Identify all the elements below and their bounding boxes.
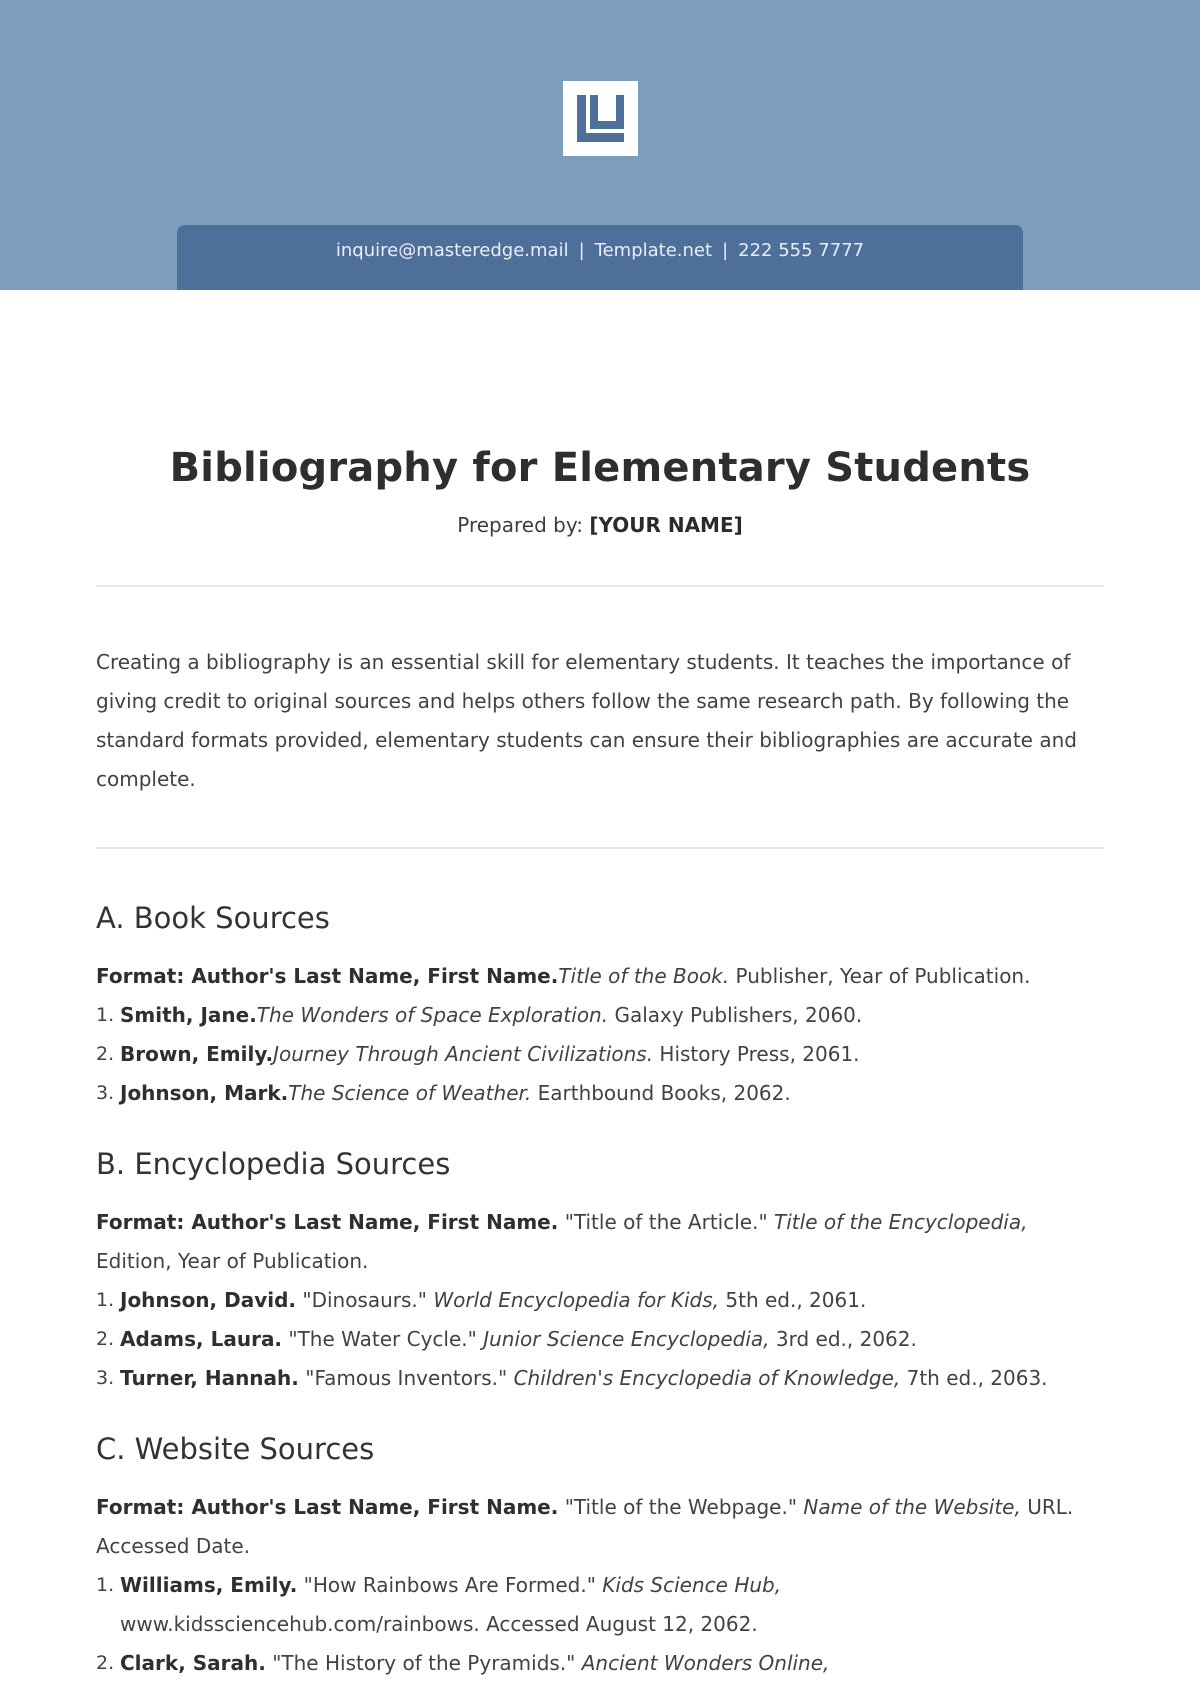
citation-details: 7th ed., 2063. — [900, 1366, 1048, 1390]
citation — [120, 1359, 1104, 1398]
list-number: 1. — [96, 1004, 115, 1026]
format-label: Format: Author's Last Name, First Name. — [96, 1495, 559, 1519]
format-text: "Title of the Webpage." — [558, 1495, 804, 1519]
citation-details: 3rd ed., 2062. — [769, 1327, 917, 1351]
citation — [120, 1644, 1104, 1683]
list-item — [96, 1566, 1104, 1644]
list-item — [96, 1644, 1104, 1683]
list-number: 2. — [96, 1043, 115, 1065]
list-number: 3. — [96, 1367, 115, 1389]
list-number: 2. — [96, 1328, 115, 1350]
citation-title: Children's Encyclopedia of Knowledge, — [513, 1366, 901, 1390]
section-title: B. Encyclopedia Sources — [96, 1147, 451, 1181]
list-number: 2. — [96, 1652, 115, 1674]
contact-website[interactable]: Template.net — [594, 240, 713, 261]
section-title: C. Website Sources — [96, 1432, 375, 1466]
citation-author: Clark, Sarah. — [120, 1651, 266, 1675]
citation-quote: "How Rainbows Are Formed." — [297, 1573, 603, 1597]
list-number: 1. — [96, 1574, 115, 1596]
citation-title: The Science of Weather. — [288, 1081, 532, 1105]
sections-container — [96, 901, 1104, 1683]
citation-title: Ancient Wonders Online, — [581, 1651, 830, 1675]
list-item — [96, 1320, 1104, 1359]
format-line — [96, 1488, 1104, 1566]
citation-quote: "The Water Cycle." — [282, 1327, 484, 1351]
list-item — [96, 1281, 1104, 1320]
contact-email[interactable]: inquire@masteredge.mail — [335, 240, 569, 261]
format-title: Name of the Website, — [803, 1495, 1021, 1519]
citation-quote: "Famous Inventors." — [298, 1366, 514, 1390]
citation-title: World Encyclopedia for Kids, — [433, 1288, 720, 1312]
citation-author: Johnson, Mark. — [120, 1081, 289, 1105]
citation-details: Galaxy Publishers, 2060. — [608, 1003, 863, 1027]
citation-quote: "Dinosaurs." — [296, 1288, 434, 1312]
citation-author: Brown, Emily. — [120, 1042, 274, 1066]
citation-author: Smith, Jane. — [120, 1003, 257, 1027]
prepared-label: Prepared by: — [457, 513, 583, 537]
contact-separator: | — [722, 240, 729, 261]
document-body — [96, 290, 1104, 1683]
list-item — [96, 1359, 1104, 1398]
citation — [120, 1281, 1104, 1320]
format-title: Title of the Book. — [558, 964, 730, 988]
citation — [120, 1074, 1104, 1113]
format-text: URL. Accessed Date. — [96, 1495, 1074, 1558]
citation-details: Earthbound Books, 2062. — [531, 1081, 791, 1105]
divider — [96, 585, 1104, 587]
citation — [120, 1566, 1104, 1644]
citation-author: Adams, Laura. — [120, 1327, 283, 1351]
citation — [120, 1320, 1104, 1359]
citation-title: Journey Through Ancient Civilizations. — [273, 1042, 654, 1066]
format-text: Edition, Year of Publication. — [96, 1249, 369, 1273]
citation-author: Turner, Hannah. — [120, 1366, 299, 1390]
list-item — [96, 996, 1104, 1035]
format-label: Format: Author's Last Name, First Name. — [96, 964, 559, 988]
prepared-by — [96, 513, 1104, 537]
header-banner — [0, 0, 1200, 290]
citation-title: Kids Science Hub, — [602, 1573, 782, 1597]
citation-quote: "The History of the Pyramids." — [265, 1651, 582, 1675]
citation — [120, 996, 1104, 1035]
list-number: 3. — [96, 1082, 115, 1104]
list-number: 1. — [96, 1289, 115, 1311]
citation-title: The Wonders of Space Exploration. — [256, 1003, 609, 1027]
prepared-name: [YOUR NAME] — [589, 513, 743, 537]
logo-icon — [563, 81, 638, 156]
format-text: Publisher, Year of Publication. — [729, 964, 1031, 988]
format-title: Title of the Encyclopedia, — [774, 1210, 1028, 1234]
citation-author: Williams, Emily. — [120, 1573, 298, 1597]
citation-title: Junior Science Encyclopedia, — [483, 1327, 770, 1351]
list-item — [96, 1074, 1104, 1113]
bibliography-section — [96, 1147, 1104, 1398]
citation-author: Johnson, David. — [120, 1288, 297, 1312]
citation-details: www.kidssciencehub.com/rainbows. Accessed August 12, 2062. — [120, 1612, 758, 1636]
contact-phone: 222 555 7777 — [738, 240, 865, 261]
intro-paragraph: Creating a bibliography is an essential skill for elementary students. It teaches the importance of giving credit to original sources and helps others follow the same research path. By following the standard formats provided, elementary students can ensure their bibliographies are accurate and complete. — [96, 650, 1077, 791]
bibliography-section — [96, 1432, 1104, 1683]
citation — [120, 1035, 1104, 1074]
format-line — [96, 957, 1104, 996]
section-title: A. Book Sources — [96, 901, 330, 935]
format-label: Format: Author's Last Name, First Name. — [96, 1210, 559, 1234]
contact-bar — [177, 225, 1023, 290]
format-line — [96, 1203, 1104, 1281]
divider — [96, 847, 1104, 849]
contact-separator: | — [578, 240, 585, 261]
citation-details: History Press, 2061. — [653, 1042, 860, 1066]
format-text: "Title of the Article." — [558, 1210, 775, 1234]
citation-details: 5th ed., 2061. — [719, 1288, 867, 1312]
bibliography-section — [96, 901, 1104, 1113]
document-title: Bibliography for Elementary Students — [169, 445, 1031, 491]
list-item — [96, 1035, 1104, 1074]
